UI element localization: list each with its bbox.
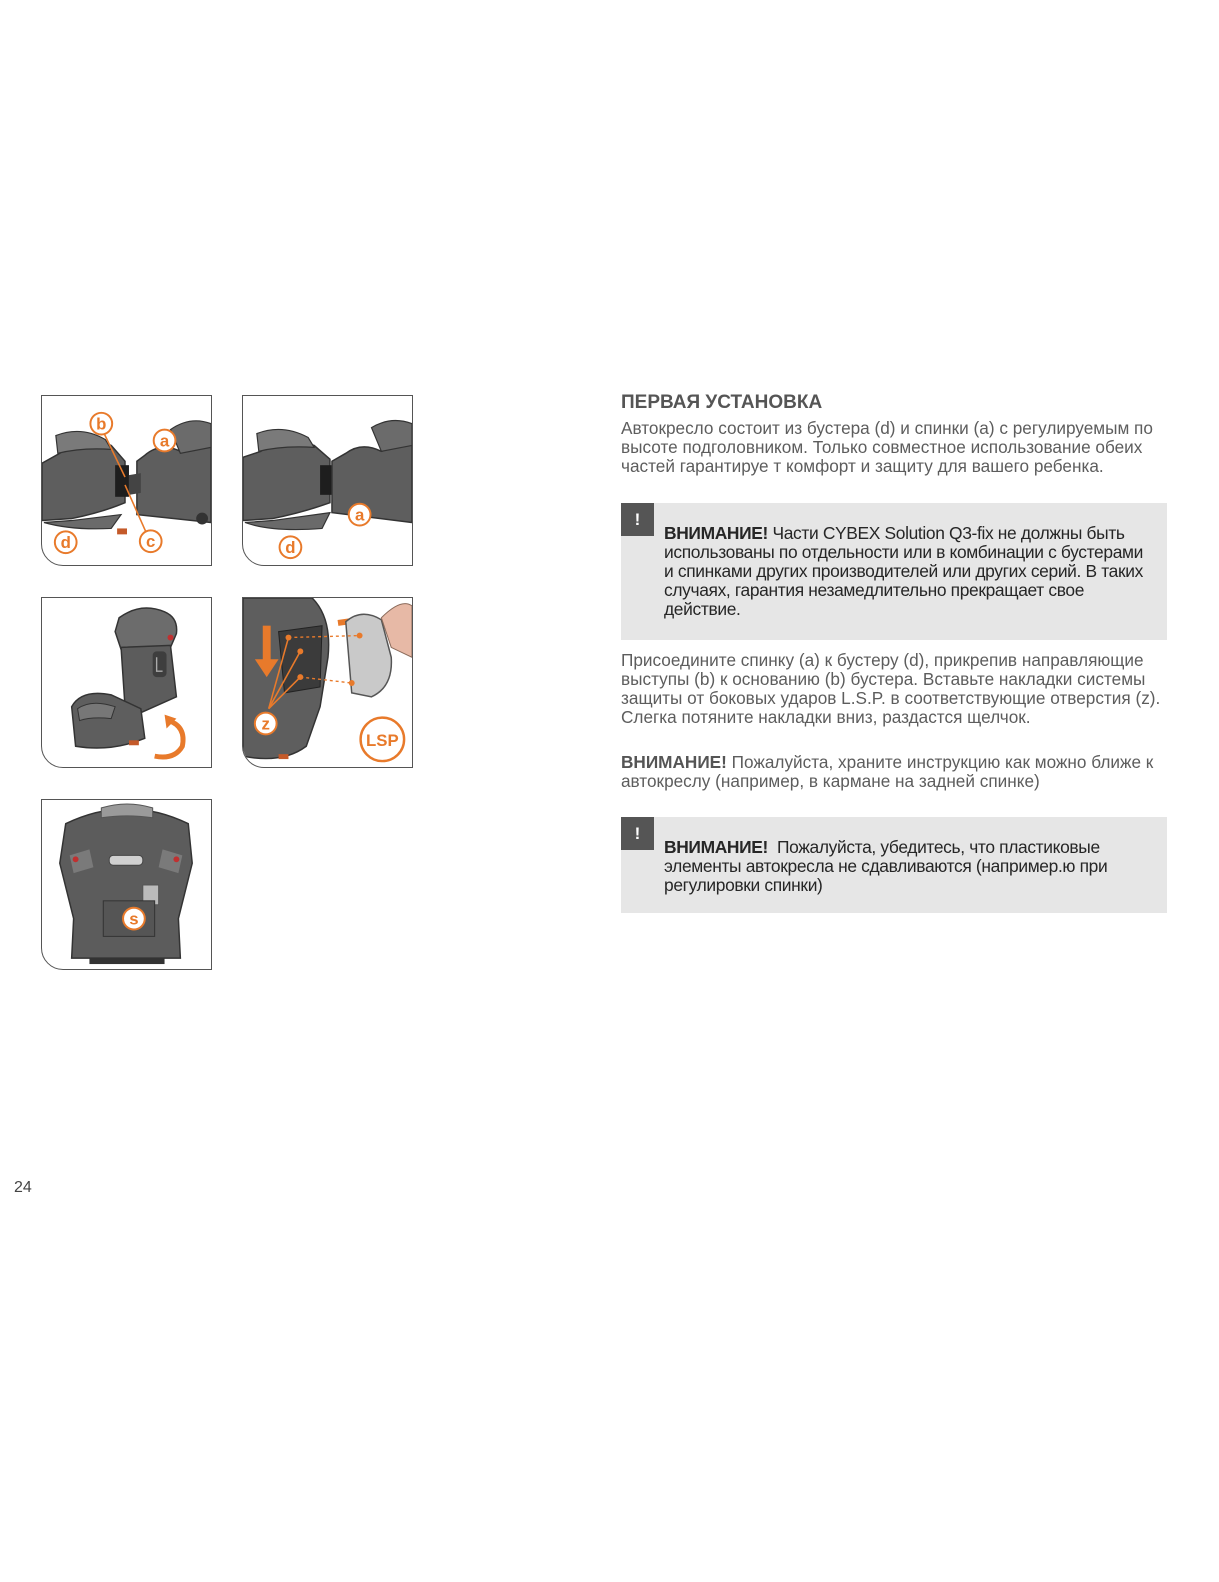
label-b-callout	[90, 413, 112, 435]
figure-rear-pocket	[41, 799, 212, 970]
section-heading: ПЕРВАЯ УСТАНОВКА	[621, 392, 823, 413]
label-lsp-callout	[361, 718, 404, 761]
svg-text:LSP: LSP	[366, 731, 399, 751]
intro-paragraph: Автокресло состоит из бустера (d) и спинки (a) с регулируемым по высоте подголовником. Только совместное использование обеих частей гарантируе т комфорт и защиту для вашего ребенка.	[621, 418, 1153, 476]
label-a-callout	[349, 504, 371, 526]
svg-text:b: b	[96, 414, 107, 434]
figure-assembled-seat	[41, 597, 212, 768]
label-s-callout	[123, 908, 145, 930]
svg-text:c: c	[146, 532, 156, 552]
lsp-install-illustration	[243, 598, 412, 767]
warning-text	[664, 524, 1153, 619]
figure-lsp-install	[242, 597, 413, 768]
warning-text	[664, 838, 1153, 895]
svg-text:a: a	[159, 431, 170, 451]
figure-parts-joined	[242, 395, 413, 566]
svg-text:a: a	[354, 505, 365, 525]
label-z-callout	[255, 713, 277, 735]
rear-seat-illustration	[42, 800, 211, 969]
warning-box-plastic	[621, 817, 1167, 913]
warning-body: Части CYBEX Solution Q3-fix не должны быть использованы по отдельности или в комбинации с бустерами и спинками других производителей или других серий. В таких случаях, гарантия незамедлительно прекращает свое действие.	[664, 523, 1143, 619]
warning-lead: ВНИМАНИЕ!	[664, 523, 768, 543]
svg-text:d: d	[60, 533, 71, 553]
seat-parts-illustration	[42, 396, 211, 565]
exclamation-icon: !	[621, 503, 654, 536]
label-a-callout	[154, 430, 176, 452]
keep-lead: ВНИМАНИЕ!	[621, 752, 727, 772]
warning-lead: ВНИМАНИЕ!	[664, 837, 768, 857]
assembled-seat-illustration	[42, 598, 211, 767]
seat-joined-illustration	[243, 396, 412, 565]
exclamation-icon: !	[621, 817, 654, 850]
figure-attach-parts	[41, 395, 212, 566]
keep-body: Пожалуйста, храните инструкцию как можно ближе к автокреслу (например, в кармане на задней спинке)	[621, 752, 1154, 791]
label-c-callout	[140, 530, 162, 552]
keep-manual-paragraph	[621, 753, 1169, 791]
attach-paragraph: Присоедините спинку (a) к бустеру (d), прикрепив направляющие выступы (b) к основанию (b) бустера. Вставьте накладки системы защиты от боковых ударов L.S.P. в соответствующие отверстия (z). Слегка потяните накладки вниз, раздастся щелчок.	[621, 650, 1161, 727]
label-d-callout	[55, 531, 77, 553]
svg-text:z: z	[261, 714, 270, 734]
label-d-callout	[280, 536, 302, 558]
svg-text:d: d	[285, 538, 296, 558]
warning-body: Пожалуйста, убедитесь, что пластиковые элементы автокресла не сдавливаются (например.ю при регулировки спинки)	[664, 837, 1108, 895]
page-number: 24	[14, 1179, 32, 1196]
svg-text:s: s	[129, 909, 139, 929]
warning-box-compatibility	[621, 503, 1167, 640]
